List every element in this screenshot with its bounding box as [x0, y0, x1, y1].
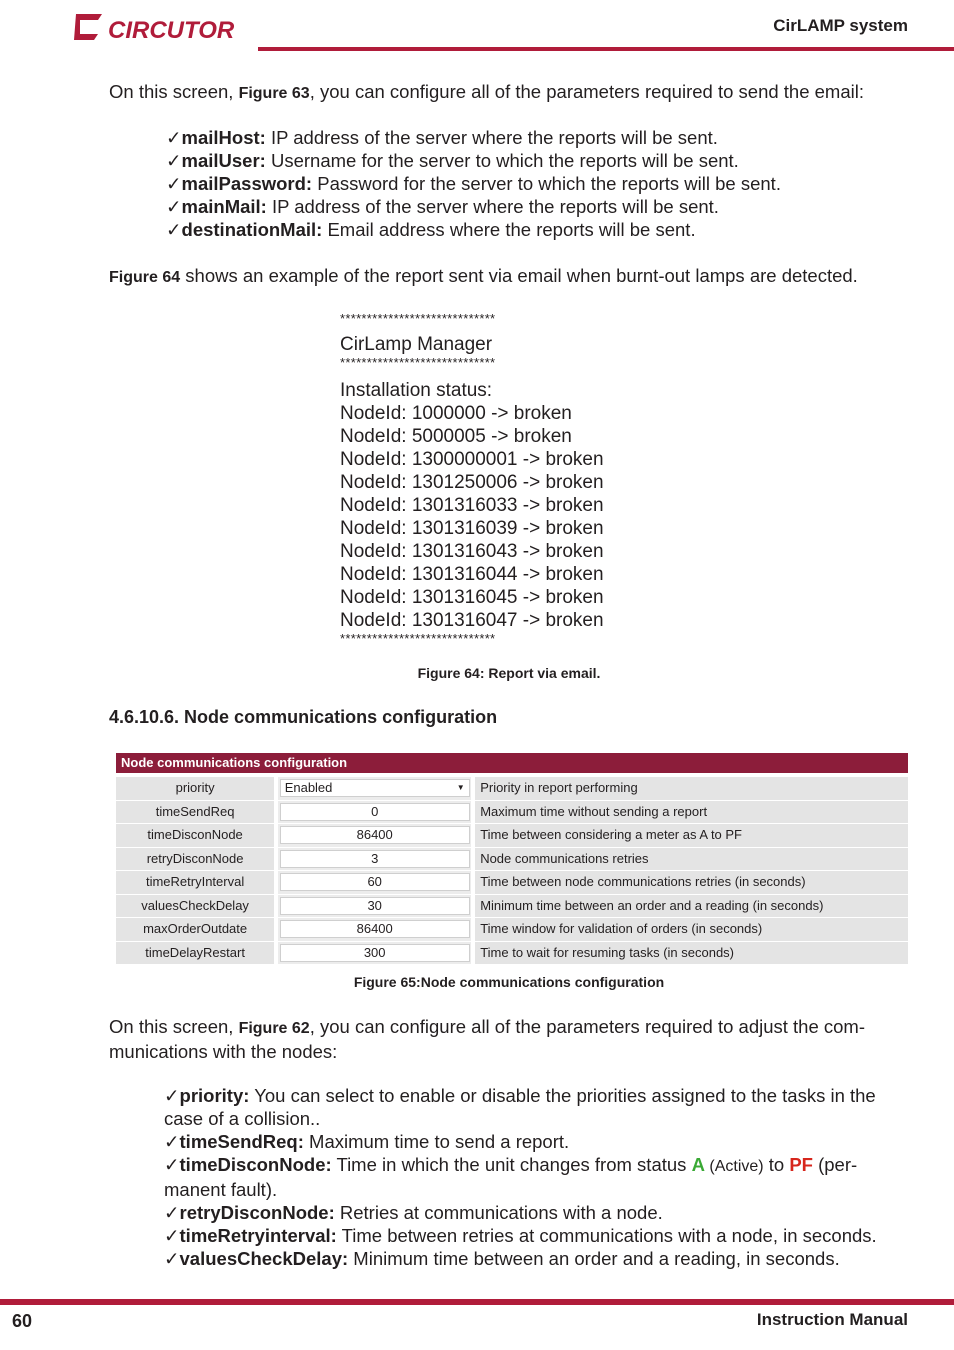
time-send-req-input[interactable]: 0 [280, 803, 470, 821]
logo-text: CIRCUTOR [108, 17, 235, 44]
param-desc: IP address of the server where the reports will be sent. [265, 127, 718, 148]
param-term: timeDisconNode: [179, 1154, 332, 1175]
param-description: Minimum time between an order and a reading (in seconds) [475, 895, 908, 919]
param-name: timeDisconNode [116, 824, 274, 848]
check-icon: ✓ [166, 196, 182, 217]
param-desc: Username for the server to which the reports will be sent. [265, 150, 739, 171]
intro-paragraph-2 [109, 264, 929, 289]
footer-title: Instruction Manual [756, 1310, 908, 1329]
node-params-list [164, 1084, 924, 1270]
report-line: NodeId: 1301250006 -> broken [340, 472, 604, 493]
list-item [166, 172, 906, 195]
time-retry-interval-input[interactable]: 60 [280, 873, 470, 891]
report-line: NodeId: 1301316033 -> broken [340, 495, 604, 516]
figure-ref: Figure 63 [238, 85, 310, 102]
param-term: timeRetryinterval: [179, 1225, 337, 1246]
param-term: priority: [179, 1085, 250, 1106]
stars-divider: ***************************** [340, 311, 496, 326]
param-desc: Time in which the unit changes from status [331, 1154, 692, 1175]
param-description: Time to wait for resuming tasks (in seconds) [475, 942, 908, 966]
time-delay-restart-input[interactable]: 300 [280, 944, 470, 962]
table-row [116, 824, 908, 848]
report-line: NodeId: 5000005 -> broken [340, 426, 572, 447]
intro1-text: On this screen, [109, 81, 239, 102]
param-desc: Maximum time to send a report. [303, 1131, 570, 1152]
footer-rule [0, 1299, 954, 1305]
list-item [164, 1247, 924, 1270]
param-description: Priority in report performing [475, 777, 908, 801]
time-discon-node-input[interactable]: 86400 [280, 826, 470, 844]
list-item [166, 218, 906, 241]
param-desc: Minimum time between an order and a reading, in seconds. [348, 1248, 840, 1269]
param-name: maxOrderOutdate [116, 918, 274, 942]
check-icon: ✓ [164, 1131, 180, 1152]
stars-divider: ***************************** [340, 355, 496, 370]
param-desc: Retries at communications with a node. [334, 1202, 663, 1223]
param-description: Time window for validation of orders (in seconds) [475, 918, 908, 942]
intro-paragraph-1 [109, 80, 909, 105]
param-name: timeRetryInterval [116, 871, 274, 895]
check-icon: ✓ [164, 1248, 180, 1269]
check-icon: ✓ [166, 150, 182, 171]
table-row [116, 777, 908, 801]
param-term: destinationMail: [181, 219, 323, 240]
report-line: NodeId: 1301316043 -> broken [340, 541, 604, 562]
page-number: 60 [12, 1311, 33, 1331]
max-order-outdate-input[interactable]: 86400 [280, 920, 470, 938]
list-item [166, 195, 906, 218]
list-item [164, 1084, 924, 1107]
node-config-table [116, 753, 908, 965]
intro-paragraph-3 [109, 1015, 929, 1063]
header-title: CirLAMP system [773, 16, 908, 35]
report-line: NodeId: 1000000 -> broken [340, 403, 572, 424]
status-a-label: A [691, 1154, 705, 1175]
param-term: valuesCheckDelay: [179, 1248, 349, 1269]
priority-select[interactable] [280, 779, 470, 797]
param-term: mainMail: [181, 196, 267, 217]
param-desc: (per- [812, 1154, 858, 1175]
config-table-title: Node communications configuration [116, 753, 908, 773]
check-icon: ✓ [166, 127, 182, 148]
list-item [166, 126, 906, 149]
param-name: timeDelayRestart [116, 942, 274, 966]
param-term: mailHost: [181, 127, 266, 148]
table-row [116, 895, 908, 919]
param-name: retryDisconNode [116, 848, 274, 872]
param-desc: IP address of the server where the reports will be sent. [266, 196, 719, 217]
param-desc: You can select to enable or disable the priorities assigned to the tasks in the [249, 1085, 876, 1106]
figure-64-caption: Figure 64: Report via email. [417, 665, 601, 681]
status-pf-label: PF [789, 1154, 813, 1175]
param-term: retryDisconNode: [179, 1202, 335, 1223]
check-icon: ✓ [164, 1085, 180, 1106]
figure-ref: Figure 64 [109, 269, 181, 286]
header-rule [258, 47, 954, 51]
param-description: Time between considering a meter as A to PF [475, 824, 908, 848]
report-line: NodeId: 1301316044 -> broken [340, 564, 604, 585]
check-icon: ✓ [164, 1154, 180, 1175]
values-check-delay-input[interactable]: 30 [280, 897, 470, 915]
param-desc: Email address where the reports will be sent. [322, 219, 696, 240]
param-term: timeSendReq: [179, 1131, 304, 1152]
intro3-text-end: , you can configure all of the parameters required to adjust the com- [309, 1016, 866, 1037]
list-item [164, 1224, 924, 1247]
figure-ref: Figure 62 [238, 1020, 310, 1037]
table-row [116, 871, 908, 895]
check-icon: ✓ [164, 1225, 180, 1246]
param-name: timeSendReq [116, 801, 274, 825]
list-item [166, 149, 906, 172]
list-item [164, 1130, 924, 1153]
intro2-text: shows an example of the report sent via email when burnt-out lamps are detected. [180, 265, 858, 286]
intro3-text-cont: munications with the nodes: [109, 1041, 338, 1062]
param-desc-cont: case of a collision.. [164, 1108, 321, 1129]
circutor-logo [70, 10, 250, 48]
report-line: NodeId: 1300000001 -> broken [340, 449, 604, 470]
param-name: priority [116, 777, 274, 801]
status-a-description: (Active) [704, 1158, 764, 1175]
param-desc-cont: manent fault). [164, 1179, 278, 1200]
table-row [116, 801, 908, 825]
section-title: 4.6.10.6. Node communications configuration [109, 707, 498, 727]
report-title: CirLamp Manager [340, 334, 493, 355]
param-name: valuesCheckDelay [116, 895, 274, 919]
param-term: mailPassword: [181, 173, 313, 194]
table-row [116, 918, 908, 942]
list-item [164, 1153, 924, 1178]
stars-divider: ***************************** [340, 631, 496, 646]
param-description: Time between node communications retries (in seconds) [475, 871, 908, 895]
dropdown-arrow-icon: ▼ [456, 783, 465, 793]
email-params-list [166, 126, 906, 241]
param-desc: to [763, 1154, 790, 1175]
param-term: mailUser: [181, 150, 266, 171]
table-row [116, 848, 908, 872]
report-line: NodeId: 1301316039 -> broken [340, 518, 604, 539]
retry-discon-node-input[interactable]: 3 [280, 850, 470, 868]
figure-65-caption: Figure 65:Node communications configuration [353, 974, 665, 990]
priority-select-value: Enabled [284, 780, 333, 796]
report-line: NodeId: 1301316047 -> broken [340, 610, 604, 631]
intro1-text-end: , you can configure all of the parameters required to send the email: [309, 81, 864, 102]
report-line: NodeId: 1301316045 -> broken [340, 587, 604, 608]
check-icon: ✓ [166, 219, 182, 240]
check-icon: ✓ [164, 1202, 180, 1223]
intro3-text: On this screen, [109, 1016, 239, 1037]
email-report [340, 312, 640, 645]
table-row [116, 942, 908, 966]
check-icon: ✓ [166, 173, 182, 194]
param-desc: Password for the server to which the reports will be sent. [312, 173, 781, 194]
param-description: Node communications retries [475, 848, 908, 872]
param-description: Maximum time without sending a report [475, 801, 908, 825]
list-item [164, 1201, 924, 1224]
report-status-label: Installation status: [340, 380, 493, 401]
param-desc: Time between retries at communications with a node, in seconds. [336, 1225, 877, 1246]
